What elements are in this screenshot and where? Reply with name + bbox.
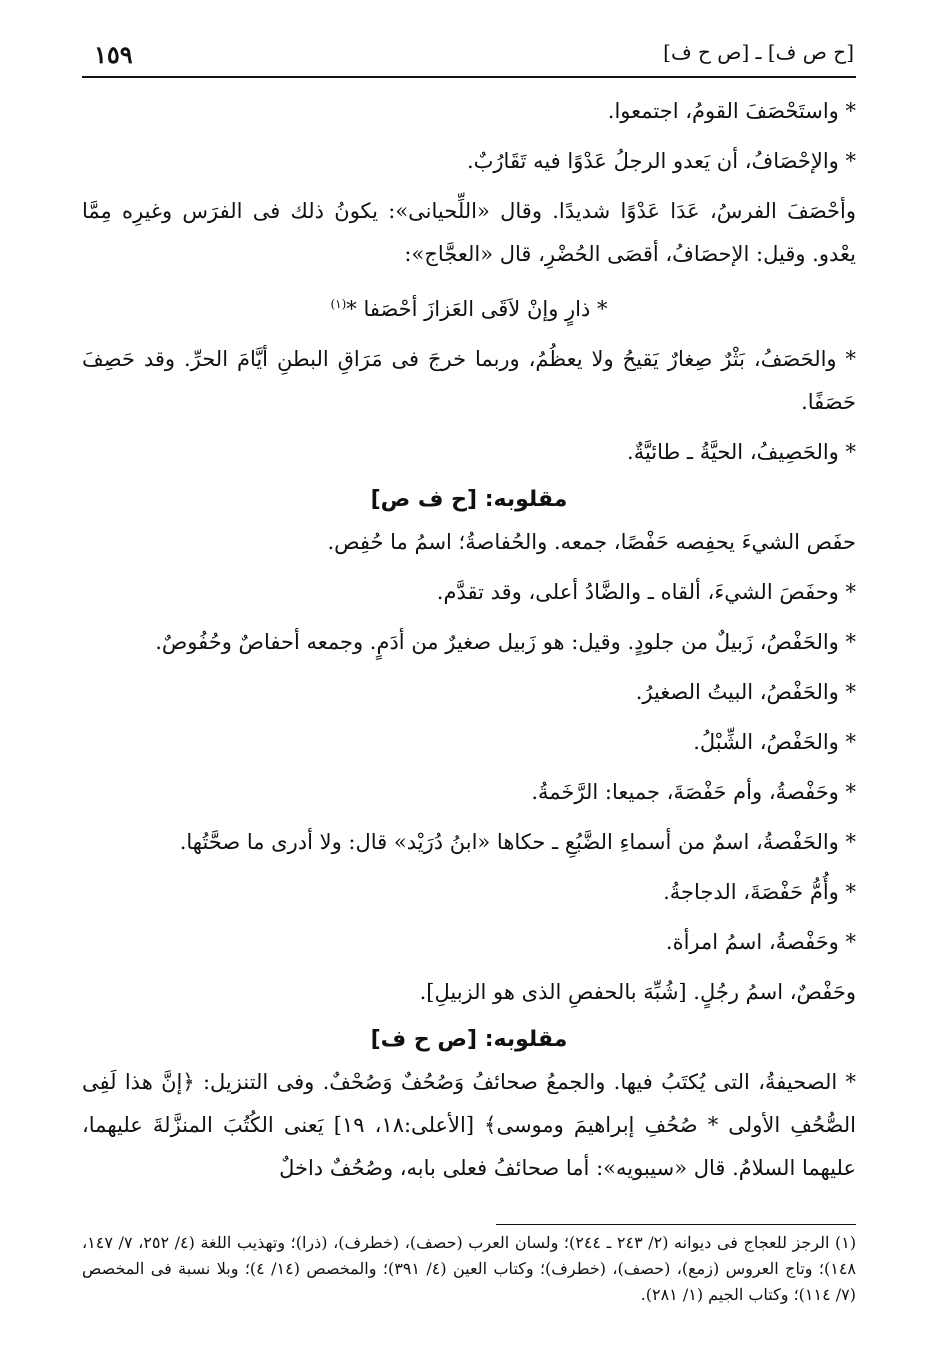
footnotes: (١) الرجز للعجاج فى ديوانه (٢/ ٢٤٣ ـ ٢٤٤)؛ ولسان العرب (حصف)، (خطرف)، (ذرا)؛ وتهذيب اللغة (٤/ ٢٥٢، ٧/ ١٤٧، ١٤٨)؛ وتاج العروس (زمع)، (حصف)، (خطرف)؛ وكتاب العين (٤/ ٣٩١)؛ والمخصص (١٤/ ٤)؛ وبلا نسبة فى المخصص (٧/ ١١٤)؛ وكتاب الجيم (١/ ٢٨١). (82, 1233, 857, 1304)
verse-line (82, 283, 856, 331)
paragraph: حفَص الشيءَ يحفِصه حَفْصًا، جمعه. والحُفاصةُ؛ اسمُ ما حُفِص. (327, 530, 856, 554)
paragraph: * وحَفْصةُ، وأم حَفْصَةَ، جميعا: الرَّخَمةُ. (531, 780, 856, 804)
paragraph: * والحَفْصُ، البيتُ الصغيرُ. (635, 680, 856, 704)
paragraph: * والحَصِيفُ، الحيَّةُ ـ طائيَّةٌ. (627, 440, 856, 464)
footnote-ref: (١) (330, 297, 347, 311)
running-header: [ح ص ف] ـ [ص ح ف] (663, 40, 854, 64)
footnote-divider (496, 1224, 856, 1225)
paragraph: * والحَفْصُ، زَبيلٌ من جلودٍ. وقيل: هو زَبيل صغيرٌ من أدَمٍ. وجمعه أحفاصٌ وحُفُوصٌ. (155, 630, 856, 654)
paragraph: * والحَصَفُ، بَثْرٌ صِغارٌ يَقيحُ ولا يعظُمُ، وربما خرجَ فى مَرَاقِ البطنِ أيَّامَ الحرِّ. وقد حَصِفَ حَصَفًا. (82, 347, 856, 414)
section-heading: مقلوبه: [ح ف ص] (370, 487, 568, 512)
paragraph: * والحَفْصُ، الشِّبْلُ. (693, 730, 856, 754)
header-divider (82, 76, 856, 78)
paragraph: * وحَفْصةُ، اسمُ امرأة. (665, 930, 856, 954)
page-number: ١٥٩ (94, 40, 133, 69)
paragraph: * والإحْصَافُ، أن يَعدو الرجلُ عَدْوًا فيه تَقَارُبٌ. (466, 149, 856, 173)
paragraph: وأحْصَفَ الفرسُ، عَدَا عَدْوًا شديدًا. وقال «اللِّحيانى»: يكونُ ذلك فى الفرَس وغيرِه مِمَّا يعْدو. وقيل: الإحصَافُ، أقصَى الحُضْرِ، قال «العجَّاج»: (82, 199, 856, 266)
main-text (82, 90, 856, 1197)
paragraph: * والحَفْصةُ، اسمٌ من أسماءِ الضَّبُعِ ـ حكاها «ابنُ دُرَيْد» قال: ولا أدرى ما صحَّتُها. (179, 830, 856, 854)
paragraph: * الصحيفةُ، التى يُكتَبُ فيها. والجمعُ صحائفُ وَصُحُفٌ وَصُحْفٌ. وفى التنزيل: ﴿إنَّ هذا لَفِى الصُّحُفِ الأولى * صُحُفِ إبراهيمَ وموسى﴾ [الأعلى:١٨، ١٩] يَعنى الكُتُبَ المنزَّلةَ عليهما، عليهما السلامُ. قال «سيبويه»: أما صحائفُ فعلى بابه، وصُحُفٌ داخلٌ (82, 1070, 857, 1180)
paragraph: وحَفْصٌ، اسمُ رجُلٍ. [شُبِّهَ بالحفصِ الذى هو الزبيلِ]. (419, 980, 856, 1004)
section-heading: مقلوبه: [ص ح ف] (370, 1027, 568, 1052)
paragraph: * وحفَصَ الشيءَ، ألقاه ـ والضَّادُ أعلى، وقد تقدَّم. (436, 580, 856, 604)
paragraph: * وأُمُّ حَفْصَةَ، الدجاجةُ. (663, 880, 856, 904)
paragraph: * واستَحْصَفَ القومُ، اجتمعوا. (607, 99, 856, 123)
verse-text: * ذارٍ وإنْ لاَقَى العَزازَ أحْصَفا * (346, 297, 608, 321)
